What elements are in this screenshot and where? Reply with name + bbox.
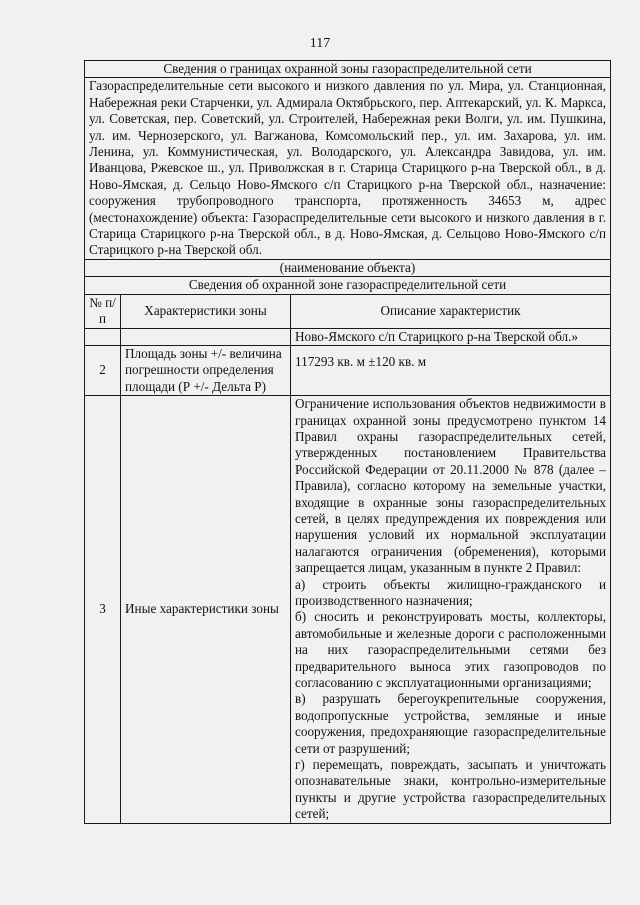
description-paragraph: а) строить объекты жилищно-гражданского и производственного назначения;: [295, 576, 607, 608]
continuation-empty-number: [85, 328, 121, 345]
page-number: 117: [309, 36, 331, 51]
table-row: [85, 345, 611, 395]
object-caption-row: [85, 259, 611, 276]
continuation-empty-characteristic: [121, 328, 291, 345]
row-value: 117293 кв. м ±120 кв. м: [291, 345, 611, 395]
row-number: 2: [85, 345, 121, 395]
object-name-caption: (наименование объекта): [85, 259, 611, 276]
description-paragraph: г) перемещать, повреждать, засыпать и уничтожать опознавательные знаки, контрольно-измерительные пункты и другие устройства газораспределительных сетей;: [295, 757, 607, 822]
column-header-number: № п/п: [85, 294, 121, 328]
description-paragraph: в) разрушать берегоукрепительные сооружения, водопропускные устройства, земляные и иные сооружения, предохраняющие газораспределительные сети от разрушений;: [295, 691, 607, 756]
protection-zone-table: [84, 60, 611, 824]
row-characteristic: Иные характеристики зоны: [121, 396, 291, 824]
zone-info-header: Сведения об охранной зоне газораспределительной сети: [85, 277, 611, 294]
object-description-row: [85, 78, 611, 259]
table-row: [85, 396, 611, 824]
description-paragraph: б) сносить и реконструировать мосты, коллекторы, автомобильные и железные дороги с расположенными на них газораспределительными сетями без предварительного выноса этих газопроводов по согласованию с эксплуатационными организациями;: [295, 609, 607, 691]
table-title: Сведения о границах охранной зоны газораспределительной сети: [85, 61, 611, 78]
column-header-row: [85, 294, 611, 328]
continuation-text: Ново-Ямского с/п Старицкого р-на Тверской обл.»: [291, 328, 611, 345]
zone-info-header-row: [85, 277, 611, 294]
column-header-characteristics: Характеристики зоны: [121, 294, 291, 328]
continuation-row: [85, 328, 611, 345]
title-row: [85, 61, 611, 78]
object-description: Газораспределительные сети высокого и низкого давления по ул. Мира, ул. Станционная, Набережная реки Старченки, ул. Адмирала Октябрьского, пер. Аптекарский, ул. К. Маркса, ул. Советская, пер. Советский, ул. Строителей, Набережная реки Волги, ул. им. Пушкина, ул. им. Чернозерского, ул. Вагжанова, Комсомольский пер., ул. им. Захарова, ул. им. Ленина, ул. Коммунистическая, ул. Володарского, ул. Александра Завидова, ул. им. Иванцова, Ржевское ш., ул. Приволжская в г. Старица Старицкого р-на Тверской обл., в д. Ново-Ямская, д. Сельцо Ново-Ямского с/п Старицкого р-на Тверской обл., назначение: сооружения трубопроводного транспорта, протяженность 34653 м, адрес (местонахождение) объекта: Газораспределительные сети высокого и низкого давления в г. Старица Старицкого р-на Тверской обл., в д. Ново-Ямская, д. Сельцово Ново-Ямского с/п Старицкого р-на Тверской обл.: [85, 78, 611, 259]
row-number: 3: [85, 396, 121, 824]
column-header-description: Описание характеристик: [291, 294, 611, 328]
description-paragraph: Ограничение использования объектов недвижимости в границах охранной зоны предусмотрено пунктом 14 Правил охраны газораспределительных сетей, утвержденных постановлением Правительства Российской Федерации от 20.11.2000 № 878 (далее – Правила), согласно которому на земельные участки, входящие в охранные зоны газораспределительных сетей, в целях предупреждения их повреждения или нарушения условий их нормальной эксплуатации налагаются ограничения (обременения), которыми запрещается лицам, указанным в пункте 2 Правил:: [295, 396, 607, 576]
row-description: [291, 396, 611, 824]
row-characteristic: Площадь зоны +/- величина погрешности определения площади (Р +/- Дельта Р): [121, 345, 291, 395]
